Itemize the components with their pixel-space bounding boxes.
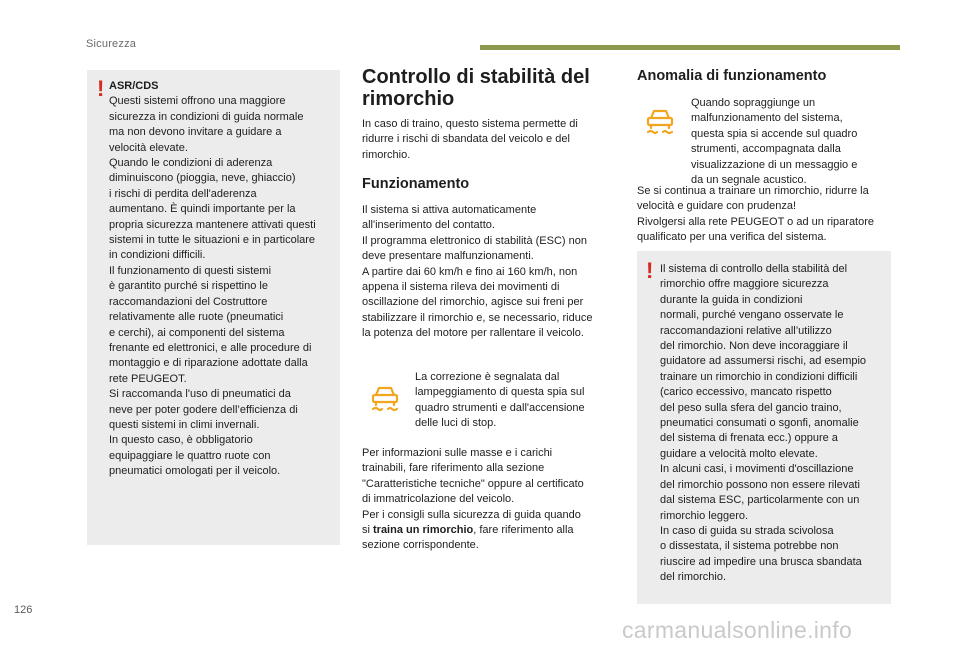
warning-box-text — [109, 79, 337, 480]
section-label: Sicurezza — [86, 38, 137, 50]
page-title: Controllo di stabilità del rimorchio — [362, 66, 590, 110]
watermark: carmanualsonline.info — [622, 617, 853, 643]
warning-box-trailer — [637, 251, 891, 604]
more-info-text-2: , fare riferimento alla sezione corrispondente. — [362, 524, 574, 552]
warning-box-title: ASR/CDS — [109, 80, 159, 92]
page-number: 126 — [14, 604, 33, 616]
warning-box-body: Il sistema di controllo della stabilità del rimorchio offre maggiore sicurezza durante la guida in condizioni normali, purché vengano osservate le raccomandazioni relative all’utilizzo del rimorchio. Non deve incoraggiare il guidatore ad assumersi rischi, ad esempio trainare un rimorchio in condizioni difficili (carico eccessivo, mancato rispetto del peso sulla sfera del gancio traino, pneumatici consumati o sgonfi, anomalie del sistema di frenata ecc.) oppure a guidare a velocità molto elevate. In alcuni casi, i movimenti d'oscillazione del rimorchio possono non essere rilevati dal sistema ESC, particolarmente con un rimorchio leggero. In caso di guida su strada scivolosa o dissestata, il sistema potrebbe non riuscire ad impedire una brusca sbandata del rimorchio. — [660, 263, 867, 584]
more-info-text-1: Per informazioni sulle masse e i carichi trainabili, fare riferimento alla sezione "Caratteristiche tecniche" oppure al certificato di immatricolazione del veicolo. Per i consigli sulla sicurezza di guida quando si — [362, 447, 584, 537]
more-info-bold: traina un rimorchio — [373, 524, 474, 537]
header-accent-bar — [480, 45, 900, 50]
warning-box-asr-cds — [87, 70, 340, 545]
icon-caption-malfunction: Quando sopraggiunge un malfunzionamento del sistema, questa spia si accende sul quadro strumenti, accompagnata dalla visualizzazione di un messaggio e da un segnale acustico. — [691, 97, 858, 187]
intro-paragraph: In caso di traino, questo sistema permette di ridurre i rischi di sbandata del veicolo e del rimorchio. — [362, 118, 578, 161]
trailer-stability-warning-icon — [367, 380, 403, 416]
exclamation-icon: ! — [646, 258, 654, 283]
funzionamento-paragraph: Il sistema si attiva automaticamente all'inserimento del contatto. Il programma elettronico di stabilità (ESC) non deve presentare malfunzionamenti. A partire dai 60 km/h e fino ai 160 km/h, non appena il sistema rileva dei movimenti di oscillazione del rimorchio, agisce sui freni per stabilizzare il rimorchio e, se necessario, riduce la potenza del motore per rallentare il veicolo. — [362, 204, 593, 340]
heading-anomalia: Anomalia di funzionamento — [637, 68, 827, 84]
more-info-paragraph — [362, 446, 620, 554]
trailer-stability-warning-icon — [642, 103, 678, 139]
warning-box-body: Questi sistemi offrono una maggiore sicurezza in condizioni di guida normale ma non devono invitare a guidare a velocità elevate. Quando le condizioni di aderenza diminuiscono (pioggia, neve, ghiaccio) i rischi di perdita dell'aderenza aumentano. È quindi importante per la propria sicurezza mantenere attivati questi sistemi in tutte le situazioni e in particolare in condizioni difficili. Il funzionamento di questi sistemi è garantito purché si rispettino le raccomandazioni del Costruttore relativamente alle ruote (pneumatici e cerchi), ai componenti del sistema frenante ed elettronici, e alle procedure di montaggio e di riparazione adottate dalla rete PEUGEOT. Si raccomanda l'uso di pneumatici da neve per poter godere dell’efficienza di questi sistemi in climi invernali. In questo caso, è obbligatorio equipaggiare le quattro ruote con pneumatici omologati per il veicolo. — [109, 95, 316, 478]
heading-funzionamento: Funzionamento — [362, 176, 470, 192]
icon-caption-correction: La correzione è segnalata dal lampeggiamento di questa spia sul quadro strumenti e dall'accensione delle luci di stop. — [415, 371, 585, 430]
anomalia-paragraph: Se si continua a trainare un rimorchio, ridurre la velocità e guidare con prudenza! Rivolgersi alla rete PEUGEOT o ad un riparatore qualificato per una verifica del sistema. — [637, 185, 875, 244]
exclamation-icon: ! — [97, 76, 105, 101]
warning-box-text — [660, 262, 885, 586]
